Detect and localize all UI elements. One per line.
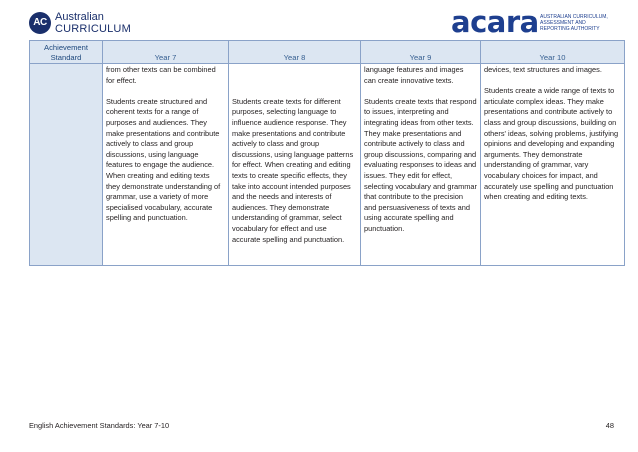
acara-logo — [451, 5, 621, 39]
column-header-year-7: Year 7 — [103, 41, 229, 64]
column-header-year-8: Year 8 — [229, 41, 361, 64]
acara-tagline-3: REPORTING AUTHORITY — [540, 26, 600, 32]
column-header-year-10: Year 10 — [481, 41, 625, 64]
acara-wordmark: acara — [451, 5, 539, 39]
page-number: 48 — [605, 421, 614, 430]
year-8-cell — [229, 64, 361, 266]
acara-tagline-1: AUSTRALIAN CURRICULUM, — [540, 14, 608, 20]
year-10-cell — [481, 64, 625, 266]
year-8-paragraph: Students create texts for different purposes, selecting language to influence audience response. They make presentations and contribute actively to class and group discussions, using language patterns for effect. When creating and editing texts to create specific effects, they take into account intended purposes and the needs and interests of audiences. They demonstrate understanding of grammar, select vocabulary for effect and use accurate spelling and punctuation. — [232, 96, 354, 244]
logo-line-1: Australian — [55, 11, 104, 23]
achievement-standards-table — [29, 40, 625, 266]
year-9-cell — [361, 64, 481, 266]
year-10-continuation: devices, text structures and images. — [484, 65, 602, 74]
year-8-continuation — [232, 65, 357, 86]
column-header-year-9: Year 9 — [361, 41, 481, 64]
year-7-continuation: from other texts can be combined for effect. — [106, 65, 216, 85]
year-9-paragraph: Students create texts that respond to issues, interpreting and integrating ideas from other texts. They make presentations and contribute actively to class and group discussions, comparing and evaluating responses to ideas and issues. They edit for effect, selecting vocabulary and grammar that contribute to the precision and persuasiveness of texts and using accurate spelling and punctuation. — [364, 96, 477, 233]
table-row — [30, 64, 625, 266]
footer-title: English Achievement Standards: Year 7-10 — [29, 421, 170, 430]
achievement-standard-cell — [30, 64, 103, 266]
year-10-paragraph: Students create a wide range of texts to articulate complex ideas. They make presentations and contribute actively to class and group discussions, building on others' ideas, solving problems, justifying opinions and developing and expanding arguments. They demonstrate understanding of grammar, vary vocabulary choices for impact, and accurately use spelling and punctuation when creating and editing texts. — [484, 86, 619, 202]
acara-tagline-2: ASSESSMENT AND — [540, 20, 586, 26]
australian-curriculum-logo — [29, 12, 169, 36]
year-7-cell — [103, 64, 229, 266]
column-header-achievement-standard: Achievement Standard — [30, 41, 103, 64]
logo-line-2: CURRICULUM — [55, 23, 131, 35]
table-header-row — [30, 41, 625, 64]
year-7-paragraph: Students create structured and coherent texts for a range of purposes and audiences. They make presentations and contribute actively to class and group discussions, using language features to engage the audience. When creating and editing texts they demonstrate understanding of grammar, use a variety of more specialised vocabulary, accurate spelling and punctuation. — [106, 96, 221, 223]
ac-badge-icon: AC — [29, 12, 51, 34]
year-9-continuation: language features and images can create innovative texts. — [364, 65, 464, 85]
